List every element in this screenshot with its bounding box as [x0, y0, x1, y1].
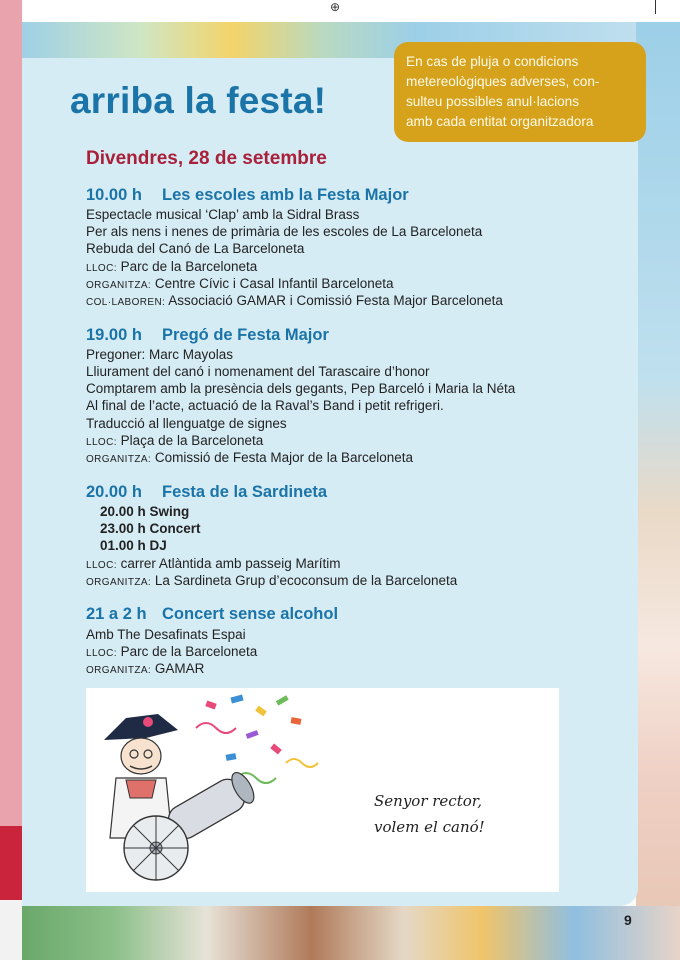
event-schedule-item: 01.00 h DJ [100, 538, 167, 553]
notice-line: metereològiques adverses, con- [406, 74, 600, 89]
event-name: Concert sense alcohol [162, 605, 339, 623]
confetti-icon [196, 695, 318, 783]
event-venue: LLOC: Plaça de la Barceloneta [86, 433, 264, 448]
event-title [86, 483, 327, 502]
event-time: 20.00 h [86, 483, 142, 501]
event-name: Pregó de Festa Major [162, 326, 329, 344]
quote-line: volem el canó! [374, 818, 485, 836]
event-line: Rebuda del Canó de La Barceloneta [86, 241, 305, 256]
day-heading: Divendres, 28 de setembre [86, 148, 327, 169]
event-organizer: ORGANITZA: Comissió de Festa Major de la Barceloneta [86, 450, 413, 465]
page-number: 9 [624, 912, 632, 928]
event-line: Pregoner: Marc Mayolas [86, 347, 234, 362]
event-title [86, 186, 409, 205]
event-line: Lliurament del canó i nomenament del Tarascaire d’honor [86, 364, 430, 379]
event-collaborators: COL·LABOREN: Associació GAMAR i Comissió Festa Major Barceloneta [86, 293, 503, 308]
event-venue: LLOC: Parc de la Barceloneta [86, 644, 258, 659]
event-name: Les escoles amb la Festa Major [162, 186, 409, 204]
watercolor-border-bottom [22, 906, 680, 960]
notice-line: amb cada entitat organitzadora [406, 114, 594, 129]
event-schedule-item: 23.00 h Concert [100, 521, 201, 536]
event-time: 19.00 h [86, 326, 142, 344]
left-color-strip [0, 0, 22, 960]
speech-quote [374, 788, 485, 840]
left-color-strip-accent [0, 826, 22, 900]
rain-notice [394, 42, 646, 142]
event-venue: LLOC: carrer Atlàntida amb passeig Marítim [86, 556, 341, 571]
event-time: 21 a 2 h [86, 605, 147, 623]
event-venue: LLOC: Parc de la Barceloneta [86, 259, 258, 274]
top-margin [22, 0, 680, 22]
event-name: Festa de la Sardineta [162, 483, 328, 501]
event-schedule-item: 20.00 h Swing [100, 504, 190, 519]
event-organizer: ORGANITZA: Centre Cívic i Casal Infantil Barceloneta [86, 276, 394, 291]
cannon-illustration [86, 688, 559, 892]
event-organizer: ORGANITZA: GAMAR [86, 661, 205, 676]
event-organizer: ORGANITZA: La Sardineta Grup d’ecoconsum de la Barceloneta [86, 573, 458, 588]
event-line: Comptarem amb la presència dels gegants, Pep Barceló i Maria la Néta [86, 381, 516, 396]
event-line: Traducció al llenguatge de signes [86, 416, 287, 431]
crop-mark [655, 0, 656, 14]
notice-line: sulteu possibles anul·lacions [406, 94, 580, 109]
event-line: Amb The Desafinats Espai [86, 627, 246, 642]
registration-mark-icon: ⊕ [330, 0, 341, 14]
notice-line: En cas de pluja o condicions [406, 54, 579, 69]
event-line: Al final de l’acte, actuació de la Raval’s Band i petit refrigeri. [86, 398, 444, 413]
left-color-strip-end [0, 900, 22, 960]
pirate-cannon-drawing [86, 688, 559, 892]
event-line: Espectacle musical ‘Clap’ amb la Sidral Brass [86, 207, 360, 222]
event-line: Per als nens i nenes de primària de les escoles de La Barceloneta [86, 224, 483, 239]
page-title: arriba la festa! [70, 80, 327, 121]
event-title [86, 605, 338, 624]
event-title [86, 326, 329, 345]
event-time: 10.00 h [86, 186, 142, 204]
quote-line: Senyor rector, [374, 792, 483, 810]
watercolor-border-right [636, 22, 680, 912]
